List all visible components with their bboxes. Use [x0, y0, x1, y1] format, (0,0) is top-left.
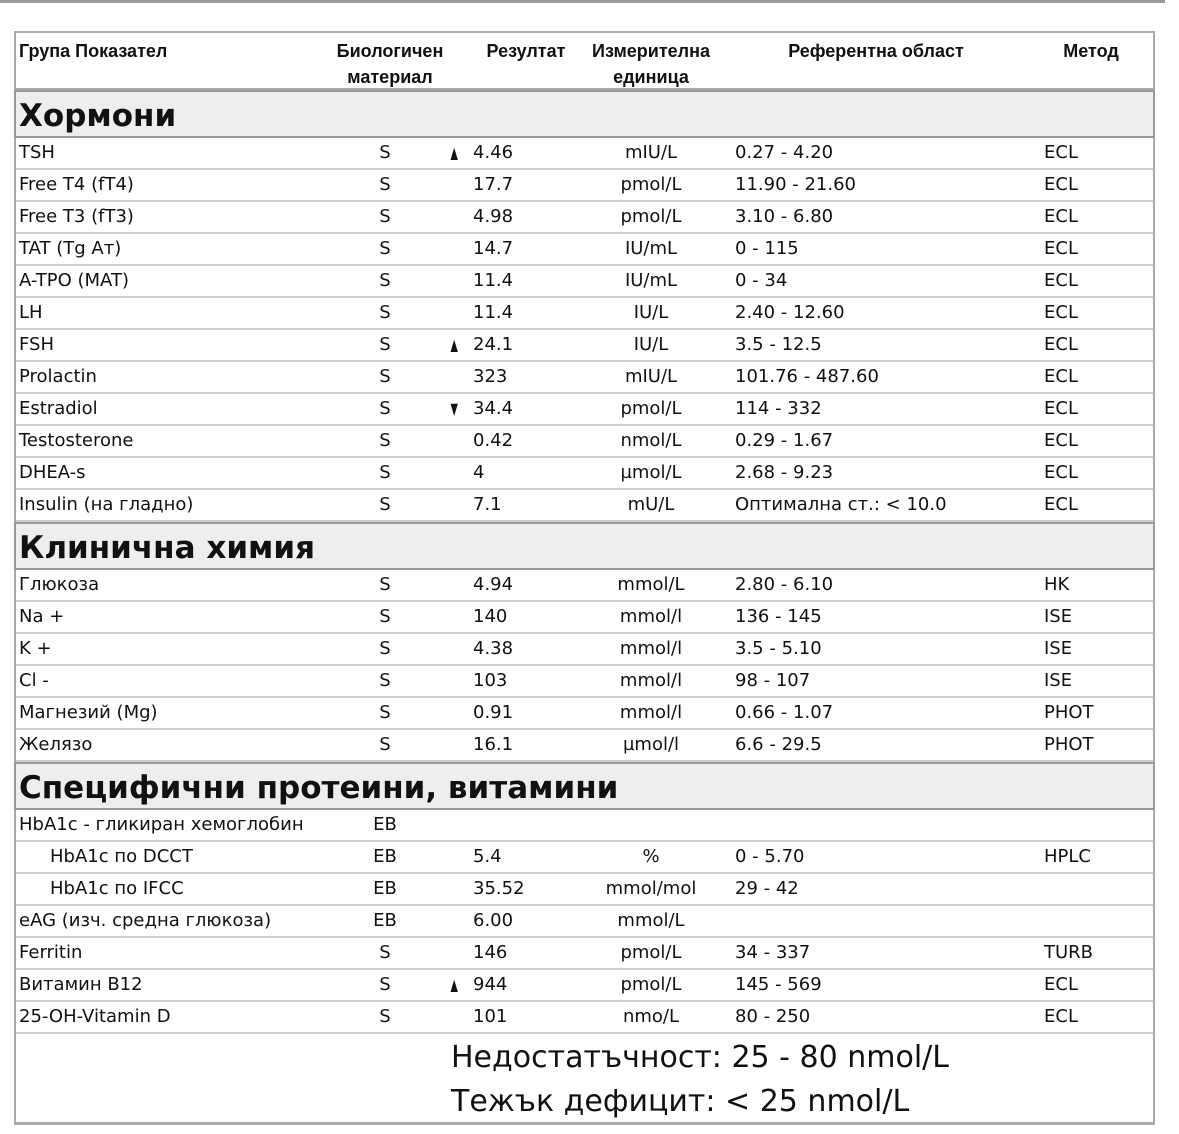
table-row	[16, 202, 1153, 234]
result-value: 11.4	[473, 302, 514, 323]
header-group: Група Показател	[19, 41, 168, 61]
result-value: 4.94	[473, 574, 514, 595]
method: ECL	[1044, 270, 1078, 291]
method: ECL	[1044, 142, 1078, 163]
table-row	[16, 1002, 1153, 1034]
header-method: Метод	[1063, 41, 1119, 61]
vitamin-d-footnote	[16, 1034, 1153, 1125]
unit: mmol/l	[619, 638, 683, 659]
result-value: 101	[473, 1006, 508, 1027]
result-value: 5.4	[473, 846, 502, 867]
unit: µmol/L	[620, 462, 682, 483]
table-row	[16, 906, 1153, 938]
result-value: 4.46	[473, 142, 514, 163]
table-row	[16, 330, 1153, 362]
material: S	[379, 702, 391, 723]
test-name: Insulin (на гладно)	[19, 494, 194, 515]
unit: IU/L	[633, 334, 669, 355]
material: S	[379, 302, 391, 323]
test-name: Ferritin	[19, 942, 83, 963]
test-name: Магнезий (Mg)	[19, 702, 158, 723]
method: ECL	[1044, 974, 1078, 995]
reference-range: 3.5 - 5.10	[735, 638, 822, 659]
footnote-insufficiency: Недостатъчност: 25 - 80 nmol/L	[451, 1040, 949, 1075]
material: S	[379, 494, 391, 515]
material: S	[379, 398, 391, 419]
test-name: TAT (Tg Ат)	[19, 238, 122, 259]
reference-range: 29 - 42	[735, 878, 799, 899]
method: ISE	[1044, 638, 1073, 659]
test-name: HbA1c по IFCC	[50, 878, 184, 899]
table-row	[16, 938, 1153, 970]
reference-range: 0 - 5.70	[735, 846, 805, 867]
reference-range: 0.66 - 1.07	[735, 702, 834, 723]
test-name: 25-OH-Vitamin D	[19, 1006, 171, 1027]
test-name: TSH	[19, 142, 55, 163]
method: ECL	[1044, 302, 1078, 323]
result-value: 4.98	[473, 206, 514, 227]
unit: IU/mL	[624, 270, 678, 291]
result-value: 7.1	[473, 494, 502, 515]
method: ECL	[1044, 398, 1078, 419]
unit: mmol/L	[617, 910, 685, 931]
material: S	[379, 942, 391, 963]
unit: mIU/L	[624, 366, 678, 387]
unit: mIU/L	[624, 142, 678, 163]
method: ECL	[1044, 430, 1078, 451]
footnote-deficiency: Тежък дефицит: < 25 nmol/L	[451, 1084, 910, 1119]
result-value: 35.52	[473, 878, 525, 899]
method: ECL	[1044, 494, 1078, 515]
unit: mmol/l	[619, 670, 683, 691]
material: EB	[373, 846, 397, 867]
section-header: Хормони	[14, 90, 1155, 138]
test-name: Витамин B12	[19, 974, 143, 995]
test-name: eAG (изч. средна глюкоза)	[19, 910, 272, 931]
reference-range: 3.5 - 12.5	[735, 334, 822, 355]
method: ECL	[1044, 1006, 1078, 1027]
table-header	[16, 33, 1153, 90]
result-value: 34.4	[473, 398, 514, 419]
reference-range: 114 - 332	[735, 398, 822, 419]
result-value: 14.7	[473, 238, 514, 259]
material: S	[379, 206, 391, 227]
unit: mU/L	[627, 494, 675, 515]
reference-range: 2.68 - 9.23	[735, 462, 834, 483]
test-name: Na +	[19, 606, 65, 627]
method: ECL	[1044, 366, 1078, 387]
unit: pmol/L	[620, 974, 682, 995]
table-row	[16, 426, 1153, 458]
table-row	[16, 666, 1153, 698]
reference-range: 11.90 - 21.60	[735, 174, 856, 195]
result-value: 24.1	[473, 334, 514, 355]
result-value: 0.91	[473, 702, 514, 723]
table-row	[16, 234, 1153, 266]
method: ECL	[1044, 334, 1078, 355]
reference-range: 6.6 - 29.5	[735, 734, 822, 755]
unit: IU/mL	[624, 238, 678, 259]
test-name: Глюкоза	[19, 574, 100, 595]
method: TURB	[1044, 942, 1094, 963]
result-value: 17.7	[473, 174, 514, 195]
test-name: A-TPO (MAT)	[19, 270, 129, 291]
table-row	[16, 634, 1153, 666]
arrow-down-icon: ▼	[450, 399, 458, 418]
test-name: DHEA-s	[19, 462, 86, 483]
material: S	[379, 366, 391, 387]
table-row	[16, 874, 1153, 906]
material: S	[379, 574, 391, 595]
test-name: K +	[19, 638, 52, 659]
top-divider	[0, 0, 1165, 3]
unit: mmol/l	[619, 606, 683, 627]
arrow-up-icon: ▲	[450, 975, 458, 994]
table-row	[16, 970, 1153, 1002]
test-name: Free T3 (fT3)	[19, 206, 134, 227]
method: PHOT	[1044, 734, 1094, 755]
result-value: 4.38	[473, 638, 514, 659]
unit: nmol/L	[620, 430, 682, 451]
table-row	[16, 266, 1153, 298]
reference-range: 101.76 - 487.60	[735, 366, 879, 387]
result-value: 11.4	[473, 270, 514, 291]
table-row	[16, 730, 1153, 762]
result-value: 0.42	[473, 430, 514, 451]
table-row	[16, 458, 1153, 490]
reference-range: 136 - 145	[735, 606, 822, 627]
test-name: Estradiol	[19, 398, 98, 419]
reference-range: 80 - 250	[735, 1006, 811, 1027]
unit: mmol/L	[617, 574, 685, 595]
method: ECL	[1044, 238, 1078, 259]
unit: pmol/L	[620, 398, 682, 419]
result-value: 944	[473, 974, 508, 995]
material: S	[379, 670, 391, 691]
material: S	[379, 606, 391, 627]
material: S	[379, 334, 391, 355]
material: S	[379, 462, 391, 483]
result-value: 103	[473, 670, 508, 691]
unit: %	[642, 846, 660, 867]
material: S	[379, 638, 391, 659]
test-name: LH	[19, 302, 43, 323]
table-row	[16, 394, 1153, 426]
unit: pmol/L	[620, 942, 682, 963]
method: ECL	[1044, 174, 1078, 195]
unit: nmo/L	[622, 1006, 680, 1027]
test-name: Желязо	[19, 734, 93, 755]
test-name: Testosterone	[19, 430, 134, 451]
unit: µmol/l	[622, 734, 680, 755]
material: EB	[373, 814, 397, 835]
method: ECL	[1044, 462, 1078, 483]
material: EB	[373, 910, 397, 931]
result-value: 323	[473, 366, 508, 387]
reference-range: 2.80 - 6.10	[735, 574, 834, 595]
unit: pmol/L	[620, 206, 682, 227]
material: S	[379, 734, 391, 755]
header-unit: Измерителна единица	[592, 41, 710, 87]
test-name: Cl -	[19, 670, 49, 691]
reference-range: 145 - 569	[735, 974, 822, 995]
unit: mmol/mol	[605, 878, 697, 899]
unit: IU/L	[633, 302, 669, 323]
reference-range: 0 - 115	[735, 238, 799, 259]
table-row	[16, 298, 1153, 330]
table-row	[16, 570, 1153, 602]
method: HPLC	[1044, 846, 1091, 867]
material: S	[379, 430, 391, 451]
table-row	[16, 810, 1153, 842]
result-value: 140	[473, 606, 508, 627]
test-name: Prolactin	[19, 366, 97, 387]
method: PHOT	[1044, 702, 1094, 723]
method: ECL	[1044, 206, 1078, 227]
table-row	[16, 842, 1153, 874]
material: S	[379, 174, 391, 195]
method: HK	[1044, 574, 1070, 595]
result-value: 146	[473, 942, 508, 963]
table-row	[16, 490, 1153, 522]
reference-range: 2.40 - 12.60	[735, 302, 845, 323]
test-name: HbA1c - гликиран хемоглобин	[19, 814, 304, 835]
reference-range: Оптимална ст.: < 10.0	[735, 494, 947, 515]
result-value: 4	[473, 462, 485, 483]
table-row	[16, 170, 1153, 202]
header-reference: Референтна област	[788, 41, 964, 61]
table-row	[16, 362, 1153, 394]
material: EB	[373, 878, 397, 899]
reference-range: 3.10 - 6.80	[735, 206, 834, 227]
material: S	[379, 974, 391, 995]
reference-range: 0 - 34	[735, 270, 788, 291]
table-row	[16, 698, 1153, 730]
reference-range: 98 - 107	[735, 670, 811, 691]
table-row	[16, 138, 1153, 170]
method: ISE	[1044, 670, 1073, 691]
material: S	[379, 1006, 391, 1027]
header-material: Биологичен материал	[336, 41, 444, 87]
results-table	[14, 31, 1155, 1125]
material: S	[379, 270, 391, 291]
result-value: 16.1	[473, 734, 514, 755]
material: S	[379, 142, 391, 163]
result-value: 6.00	[473, 910, 514, 931]
section-header: Специфични протеини, витамини	[14, 762, 1155, 810]
test-name: HbA1c по DCCT	[50, 846, 193, 867]
arrow-up-icon: ▲	[450, 335, 458, 354]
method: ISE	[1044, 606, 1073, 627]
table-row	[16, 602, 1153, 634]
test-name: Free T4 (fT4)	[19, 174, 134, 195]
section-header: Клинична химия	[14, 522, 1155, 570]
unit: mmol/l	[619, 702, 683, 723]
reference-range: 0.29 - 1.67	[735, 430, 834, 451]
reference-range: 34 - 337	[735, 942, 811, 963]
arrow-up-icon: ▲	[450, 143, 458, 162]
header-result: Резултат	[486, 41, 566, 61]
unit: pmol/L	[620, 174, 682, 195]
test-name: FSH	[19, 334, 54, 355]
material: S	[379, 238, 391, 259]
reference-range: 0.27 - 4.20	[735, 142, 834, 163]
